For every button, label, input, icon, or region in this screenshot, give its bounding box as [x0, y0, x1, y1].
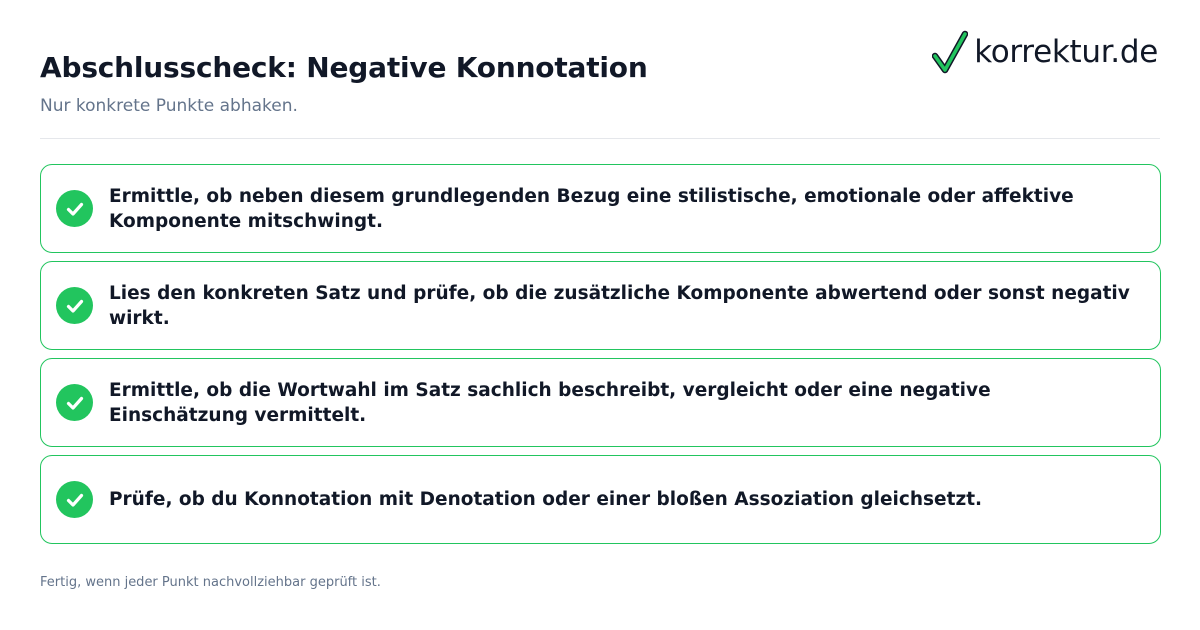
footer-note: Fertig, wenn jeder Punkt nachvollziehbar geprüft ist.: [40, 575, 381, 590]
check-circle-icon: [56, 287, 93, 324]
check-circle-icon: [56, 190, 93, 227]
checklist-item[interactable]: [40, 164, 1161, 253]
checklist-item-text: Ermittle, ob die Wortwahl im Satz sachlich beschreibt, vergleicht oder eine negative Einschätzung vermittelt.: [109, 379, 991, 426]
checklist-item-text: Prüfe, ob du Konnotation mit Denotation oder einer bloßen Assoziation gleichsetzt.: [109, 489, 983, 510]
checklist-item-text: Ermittle, ob neben diesem grundlegenden Bezug eine stilistische, emotionale oder affektive Komponente mitschwingt.: [109, 185, 1074, 232]
divider: [40, 138, 1160, 139]
checklist-item[interactable]: [40, 261, 1161, 350]
page-title: Abschlusscheck: Negative Konnotation: [40, 51, 648, 84]
check-circle-icon: [56, 384, 93, 421]
check-circle-icon: [56, 481, 93, 518]
checklist-item[interactable]: [40, 358, 1161, 447]
logo-text: korrektur.de: [974, 34, 1158, 70]
checkmark-logo-icon: [932, 30, 968, 74]
brand-logo[interactable]: [932, 28, 1158, 76]
header: [40, 50, 900, 118]
checklist-item-text: Lies den konkreten Satz und prüfe, ob die zusätzliche Komponente abwertend oder sonst negativ wirkt.: [109, 282, 1130, 329]
checklist: [40, 164, 1161, 552]
page-subtitle: Nur konkrete Punkte abhaken.: [40, 96, 298, 116]
checklist-item[interactable]: [40, 455, 1161, 544]
